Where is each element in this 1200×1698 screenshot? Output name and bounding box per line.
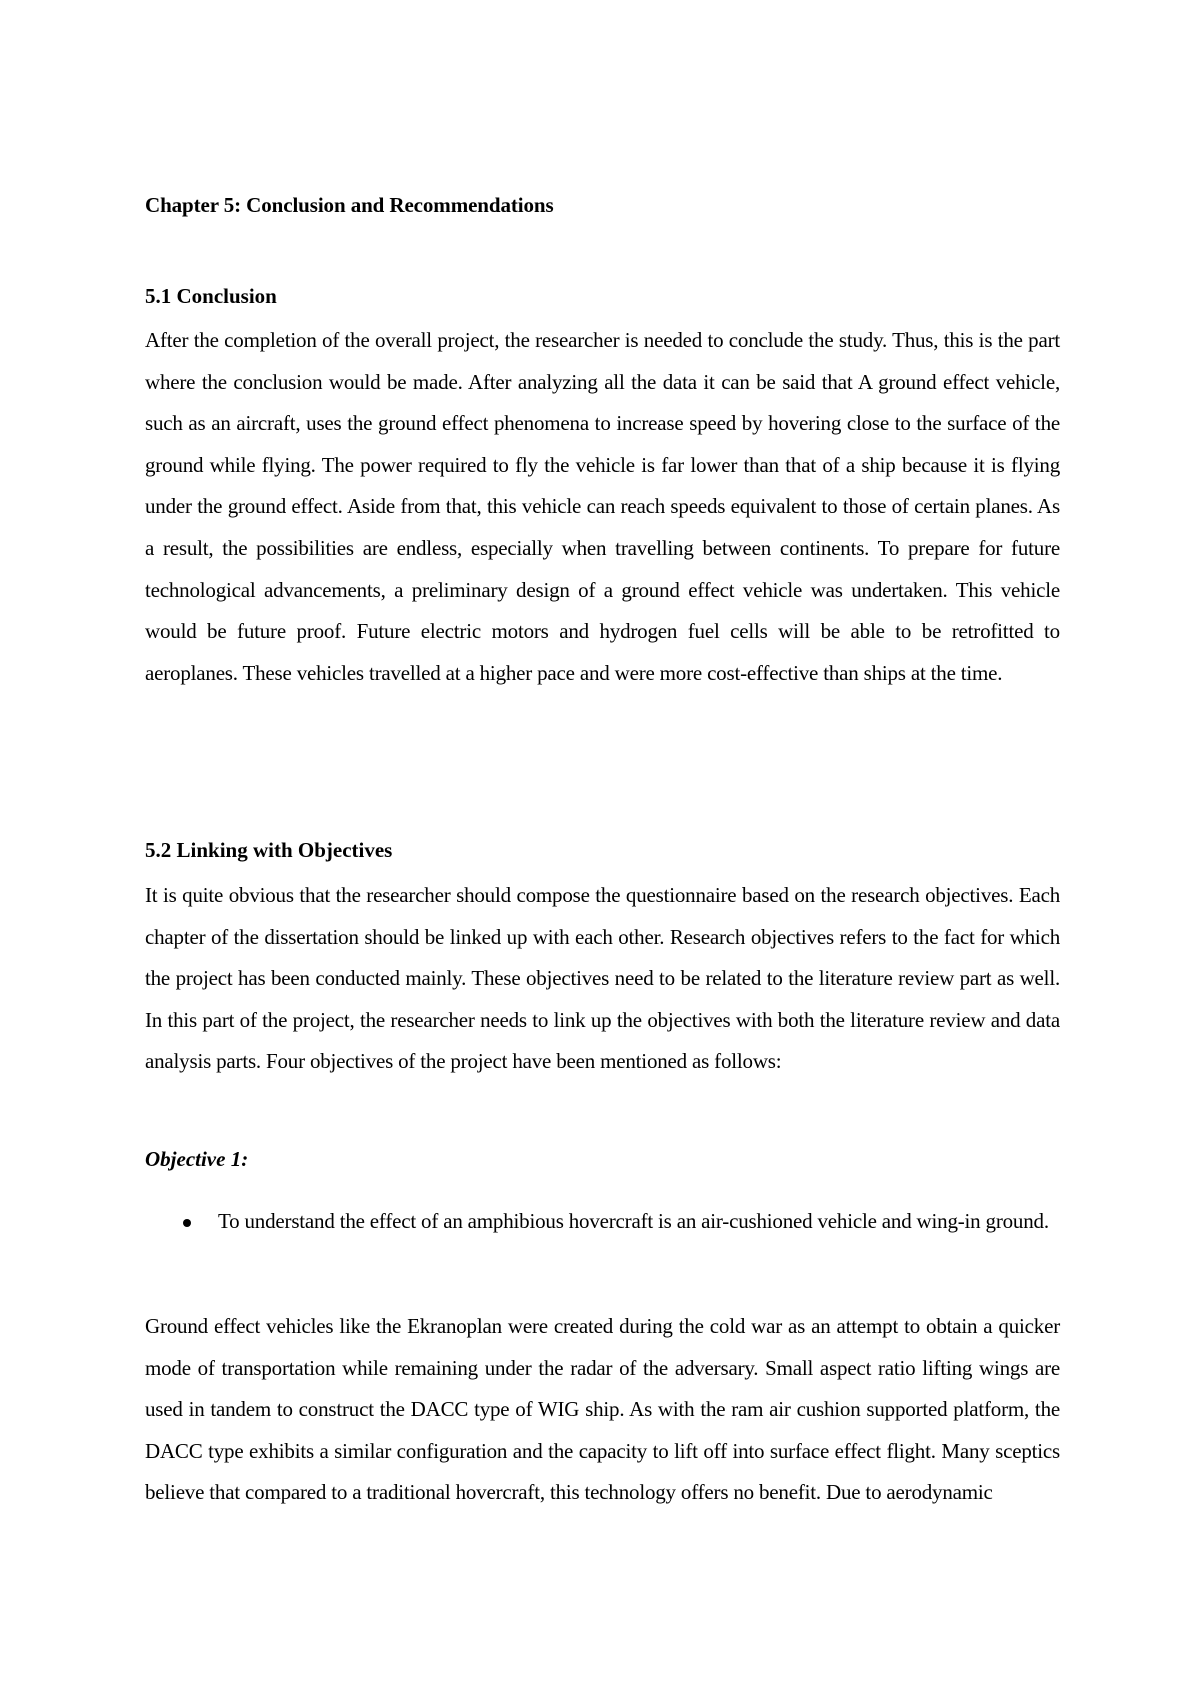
section-heading-conclusion: 5.1 Conclusion	[145, 284, 277, 308]
bullet-text: To understand the effect of an amphibious hovercraft is an air-cushioned vehicle and wing-in ground.	[218, 1209, 1049, 1233]
objective-1-paragraph: Ground effect vehicles like the Ekranoplan were created during the cold war as an attempt to obtain a quicker mode of transportation while remaining under the radar of the adversary. Small aspect ratio lifting wings are used in tandem to construct the DACC type of WIG ship. As with the ram air cushion supported platform, the DACC type exhibits a similar configuration and the capacity to lift off into surface effect flight. Many sceptics believe that compared to a traditional hovercraft, this technology offers no benefit. Due to aerodynamic	[145, 1314, 1060, 1505]
bullet-icon	[183, 1219, 191, 1227]
objective-1-bullet-list	[145, 1201, 1060, 1243]
conclusion-paragraph: After the completion of the overall project, the researcher is needed to conclude the study. Thus, this is the part where the conclusion would be made. After analyzing all the data it can be said that A ground effect vehicle, such as an aircraft, uses the ground effect phenomena to increase speed by hovering close to the surface of the ground while flying. The power required to fly the vehicle is far lower than that of a ship because it is flying under the ground effect. Aside from that, this vehicle can reach speeds equivalent to those of certain planes. As a result, the possibilities are endless, especially when travelling between continents. To prepare for future technological advancements, a preliminary design of a ground effect vehicle was undertaken. This vehicle would be future proof. Future electric motors and hydrogen fuel cells will be able to be retrofitted to aeroplanes. These vehicles travelled at a higher pace and were more cost-effective than ships at the time.	[145, 328, 1060, 685]
section-heading-linking-objectives: 5.2 Linking with Objectives	[145, 838, 393, 862]
chapter-title: Chapter 5: Conclusion and Recommendations	[145, 193, 554, 217]
list-item	[145, 1201, 1060, 1243]
objective-1-heading: Objective 1:	[145, 1147, 249, 1171]
linking-objectives-paragraph: It is quite obvious that the researcher should compose the questionnaire based on the research objectives. Each chapter of the dissertation should be linked up with each other. Research objectives refers to the fact for which the project has been conducted mainly. These objectives need to be related to the literature review part as well. In this part of the project, the researcher needs to link up the objectives with both the literature review and data analysis parts. Four objectives of the project have been mentioned as follows:	[145, 883, 1060, 1074]
